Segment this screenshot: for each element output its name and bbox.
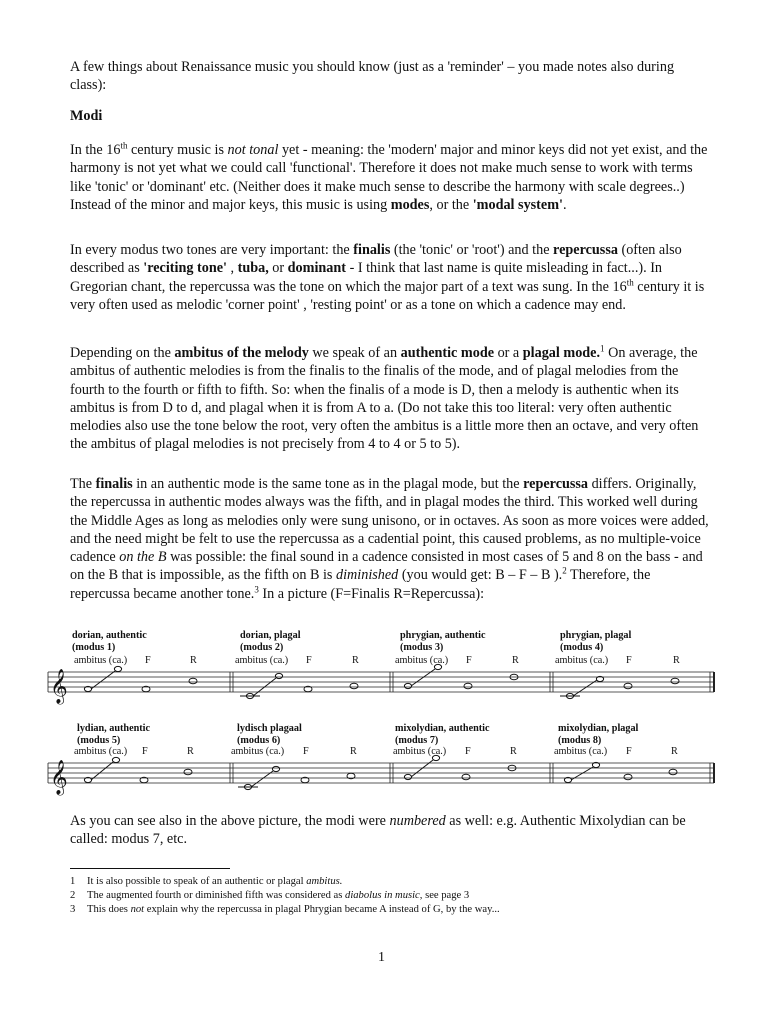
staff-upper: [48, 672, 714, 692]
repercussa-label: R: [510, 746, 517, 757]
paragraph-ambitus: Depending on the ambitus of the melody we speak of an authentic mode or a plagal mode.$^1$ On average, the ambitus of authentic melodies is from the finalis to the finalis of the mode, and of plagal melodies from the fourth to the fourth or fifth to fifth. So: when the finalis of a mode is D, then a melody is authentic when its ambitus is from D to d, and plagal when it is from A to a. (Do not take this too literal: very often authentic melodies also use the tone below the root, very often the ambitus is a little more then an octave, and very often the ambitus of plagal melodies is not precisely from 4 to 4 or 5 to 5).: [70, 343, 699, 453]
ambitus-label: ambitus (ca.): [554, 746, 608, 757]
mode-label-6: lydisch plagaal (modus 6): [237, 723, 302, 746]
treble-clef-icon: 𝄞: [50, 669, 68, 704]
repercussa-label: R: [673, 655, 680, 666]
paragraph-numbering: As you can see also in the above picture, the modi were numbered as well: e.g. Authentic Mixolydian can be called: modus 7, etc.: [70, 813, 686, 848]
finalis-label: F: [142, 746, 148, 757]
finalis-label: F: [306, 655, 312, 666]
mode-label-3: phrygian, authentic (modus 3): [400, 630, 486, 653]
page-number: 1: [378, 950, 385, 965]
staff-lower: [48, 763, 714, 783]
ambitus-label: ambitus (ca.): [74, 655, 128, 666]
ambitus-label: ambitus (ca.): [555, 655, 609, 666]
treble-clef-icon: 𝄞: [50, 760, 68, 795]
repercussa-label: R: [350, 746, 357, 757]
mode-label-8: mixolydian, plagal (modus 8): [558, 723, 639, 746]
mode-label-1: dorian, authentic (modus 1): [72, 630, 147, 653]
ambitus-label: ambitus (ca.): [231, 746, 285, 757]
ambitus-label: ambitus (ca.): [74, 746, 128, 757]
footnote-3: 3 This does not explain why the repercussa in plagal Phrygian became A instead of G, by the way...: [70, 904, 500, 915]
ambitus-label: ambitus (ca.): [235, 655, 289, 666]
mode-label-2: dorian, plagal (modus 2): [240, 630, 301, 653]
repercussa-label: R: [512, 655, 519, 666]
finalis-label: F: [303, 746, 309, 757]
mode-label-5: lydian, authentic (modus 5): [77, 723, 151, 746]
paragraph-finalis-repercussa: In every modus two tones are very important: the finalis (the 'tonic' or 'root') and the repercussa (often also described as 'reciting tone' , tuba, or dominant - I think that last name is quite misleading in fact...). In Gregorian chant, the repercussa was the tone on which the major part of a text was sung. In the 16th century it is very often used as melodic 'corner point' , 'resting point' or as a tone on which a cadence may end.: [70, 242, 705, 313]
paragraph-tonality: In the 16th century music is not tonal yet - meaning: the 'modern' major and minor keys did not yet exist, and the harmony is not yet what we could call 'functional'. Therefore it does not make much sense to work with terms like 'tonic' or 'dominant' etc. (Neither does it make much sense to describe the harmony with scale degrees..) Instead of the minor and major keys, this music is using modes, or the 'modal system'.: [70, 140, 708, 213]
mode-label-7: mixolydian, authentic (modus 7): [395, 723, 490, 746]
treble-clefs: [50, 669, 68, 796]
footnote-1: 1 It is also possible to speak of an authentic or plagal ambitus.: [70, 876, 343, 887]
repercussa-label: R: [187, 746, 194, 757]
ambitus-notes-lower: [84, 755, 677, 789]
repercussa-label: R: [671, 746, 678, 757]
repercussa-label: R: [190, 655, 197, 666]
ambitus-label: ambitus (ca.): [395, 655, 449, 666]
intro-paragraph: A few things about Renaissance music you should know (just as a 'reminder' – you made notes also during class):: [70, 59, 675, 94]
paragraph-repercussa-shift: The finalis in an authentic mode is the same tone as in the plagal mode, but the repercussa differs. Originally, the repercussa in authentic modes always was the fifth, and in plagal modes the third. This worked well during the Middle Ages as long as melodies only were sung unisono, or in octaves. As soon as more voices were added, and the need might be felt to use the repercussa as a cadential point, this caused problems, as no multiple-voice cadence on the B was possible: the final sound in a cadence consisted in most cases of 5 and 8 on the bass - and on the B that is impossible, as the fifth on B is diminished (you would get: B – F – B ).$^2$ Therefore, the repercussa became another tone.$^3$ In a picture (F=Finalis R=Repercussa):: [70, 476, 709, 602]
section-heading: Modi: [70, 108, 103, 124]
ambitus-label: ambitus (ca.): [393, 746, 447, 757]
finalis-label: F: [145, 655, 151, 666]
finalis-label: F: [626, 746, 632, 757]
footnote-separator: [70, 868, 230, 869]
footnote-2: 2 The augmented fourth or diminished fifth was considered as diabolus in music, see page 3: [70, 890, 470, 901]
finalis-label: F: [466, 655, 472, 666]
finalis-label: F: [626, 655, 632, 666]
ambitus-notes-upper: [84, 664, 679, 698]
mode-label-4: phrygian, plagal (modus 4): [560, 630, 632, 653]
repercussa-label: R: [352, 655, 359, 666]
finalis-label: F: [465, 746, 471, 757]
